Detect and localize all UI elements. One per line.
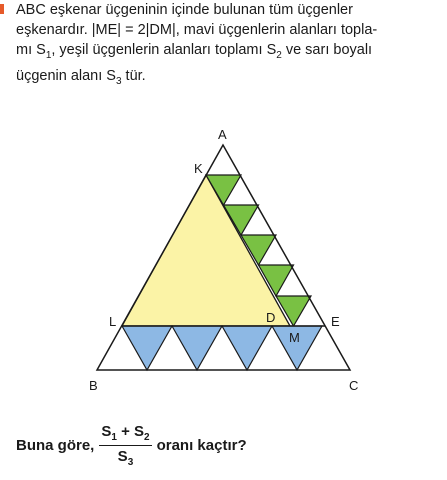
blue-triangle-1 <box>122 326 172 370</box>
problem-line-2-text: eşkenardır. |ME| = 2|DM|, mavi üçgenlerin alanları topla- <box>16 22 378 38</box>
label-d: D <box>266 310 276 325</box>
question-suffix: oranı kaçtır? <box>156 436 247 454</box>
blue-triangle-2 <box>172 326 222 370</box>
label-k: K <box>194 161 203 176</box>
blue-triangle-3 <box>222 326 272 370</box>
label-m: M <box>289 330 300 345</box>
fraction-numerator <box>99 423 151 446</box>
denominator-sub-3: 3 <box>127 456 134 468</box>
label-l: L <box>109 314 117 329</box>
problem-line-3-b: , yeşil üçgenlerin alanları toplamı S <box>51 42 277 58</box>
ratio-fraction <box>99 423 151 468</box>
label-a: A <box>218 127 227 142</box>
question-line <box>16 422 247 468</box>
fraction-denominator <box>118 446 134 468</box>
problem-line-3-a: mı S <box>16 42 46 58</box>
numerator-sub-1: 1 <box>111 431 117 443</box>
problem-line-3-c: ve sarı boyalı <box>281 42 373 58</box>
s3-subscript: 3 <box>115 75 122 87</box>
numerator-s: S <box>101 422 112 440</box>
label-e: E <box>331 314 340 329</box>
numerator-plus-s: + S <box>116 422 145 440</box>
problem-line-4-a: üçgenin alanı S <box>16 67 116 84</box>
question-prefix: Buna göre, <box>16 436 95 454</box>
label-c: C <box>349 378 359 393</box>
problem-line-4-b: tür. <box>121 67 146 84</box>
s1-subscript: 1 <box>45 49 52 61</box>
numerator-sub-2: 2 <box>144 431 150 443</box>
s2-subscript: 2 <box>276 49 282 61</box>
label-b: B <box>89 378 98 393</box>
denominator-s: S <box>117 447 128 465</box>
problem-line-1-text: ABC eşkenar üçgeninin içinde bulunan tüm üçgenler <box>16 2 353 18</box>
